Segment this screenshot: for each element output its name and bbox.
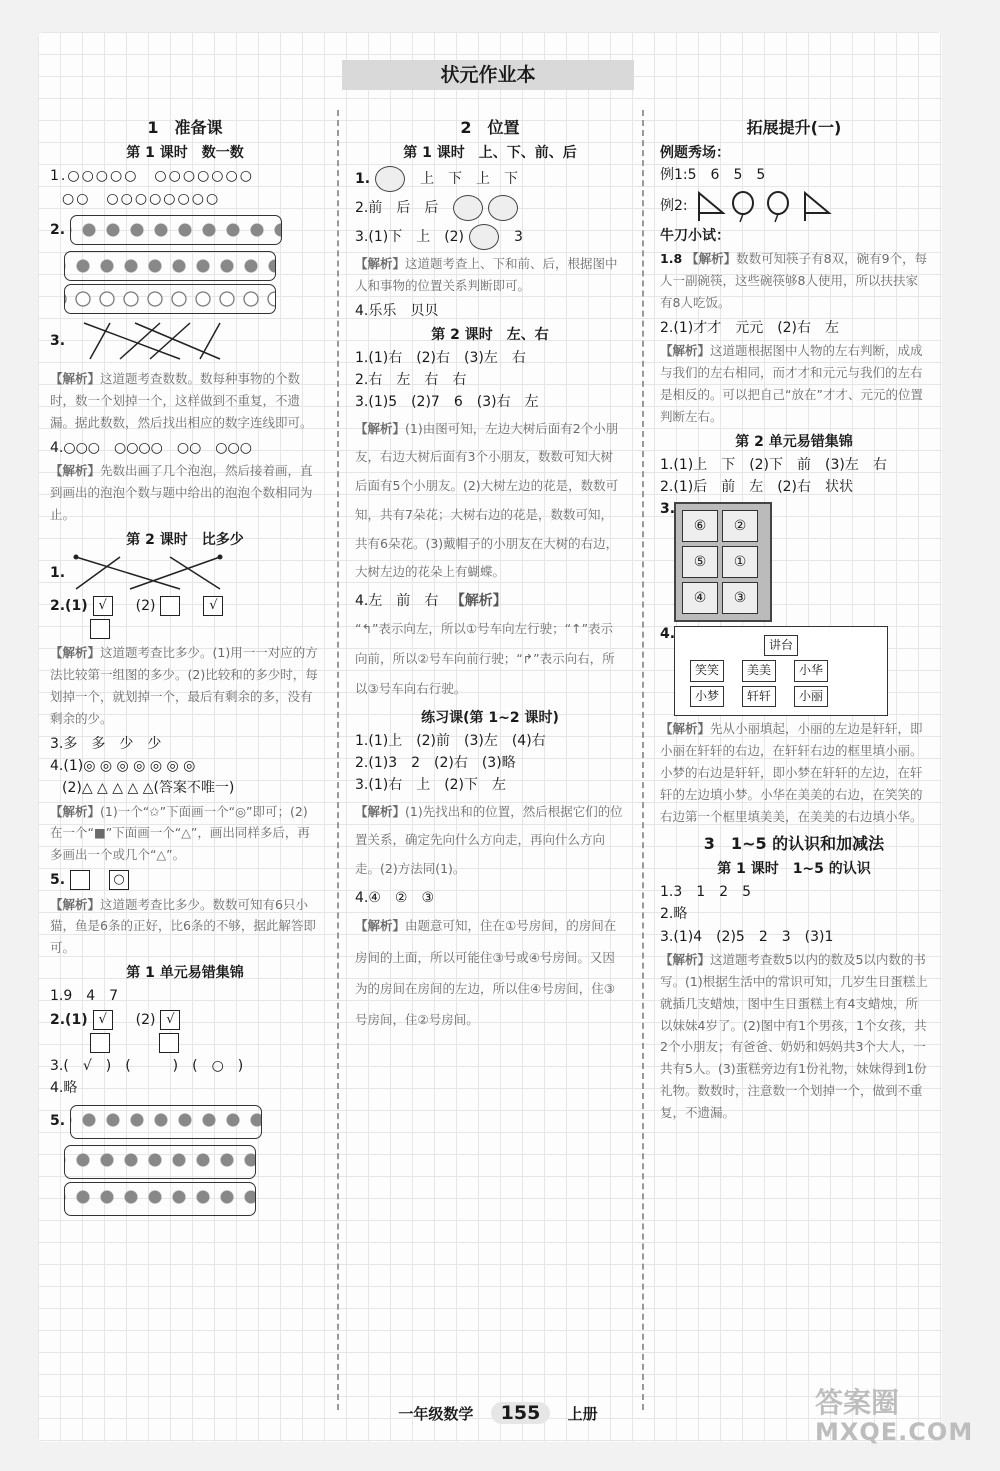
lesson-title: 第 2 课时 比多少 <box>126 531 244 548</box>
column-left <box>50 112 320 1219</box>
answer-line: 1.(1)上 下 (2)下 前 (3)左 右 <box>660 456 887 473</box>
explanation-tag: 【解析】 <box>660 951 711 967</box>
answer-line: 3.(1)5 (2)7 6 (3)右 左 <box>355 394 539 411</box>
column-divider <box>337 110 339 1410</box>
seat-label: 小丽 <box>794 686 828 707</box>
answer-text: 2.前 后 后 <box>355 200 439 217</box>
question-number: 4. <box>660 625 676 642</box>
answer-box <box>90 619 110 639</box>
explanation-text: (1)由图可知，左边大树后面有2个小朋友，右边大树后面有3个小朋友，数数可知大树后面有5个小朋友。(2)大树左边的花是，数数可知，共有7朵花；大树右边的花是，数数可知，共有6朵花。(3)戴帽子的小朋友在大树的右边，大树左边的花朵上有蝴蝶。 <box>355 420 619 580</box>
bird-strip <box>64 251 276 281</box>
answer-line: 例1:5 6 5 5 <box>660 167 766 184</box>
explanation-tag: 【解析】 <box>355 256 406 272</box>
podium-label: 讲台 <box>764 635 798 656</box>
cow-icon <box>375 166 405 192</box>
question-number: 1. <box>355 171 371 188</box>
unit-title: 1 准备课 <box>147 118 223 137</box>
answer-line: 2.右 左 右 右 <box>355 372 467 389</box>
explanation-text: “↰”表示向左，所以①号车向左行驶；“↑”表示向前，所以②号车向前行驶；“↱”表示向右，所以③号车向右行驶。 <box>355 620 615 696</box>
answer-line: 1.○○○○○ ○○○○○○○ <box>50 168 254 185</box>
answer-box <box>160 596 180 616</box>
answer-line: 4.○○○ ○○○○ ○○ ○○○ <box>50 439 252 456</box>
explanation <box>660 340 928 428</box>
page-number: 155 <box>491 1402 551 1424</box>
question-number: 3. <box>660 501 676 518</box>
explanation-text: 这道题根据图中人物的左右判断，成成与我们的左右相同，而才才和元元与我们的左右是相反的。可以把自己“放在”才才、元元的位置判断左右。 <box>660 343 923 424</box>
explanation <box>355 253 625 297</box>
explanation-tag: 【解析】 <box>355 803 406 819</box>
column-right <box>660 112 928 1128</box>
explanation-tag: 【解析】 <box>50 463 101 478</box>
answer-box <box>70 870 90 890</box>
question-number: 2. <box>50 221 66 238</box>
answer-text: 1.8 <box>660 251 683 267</box>
matching-lines-diagram <box>80 319 230 363</box>
answer-box: √ <box>160 1010 180 1030</box>
answer-line: 4.④ ② ③ <box>355 889 435 906</box>
answer-line: 3.多 多 少 少 <box>50 735 162 752</box>
number-grid <box>674 502 772 622</box>
lesson-title: 第 1 课时 数一数 <box>126 145 244 162</box>
explanation <box>355 614 625 704</box>
answer-line <box>50 553 320 593</box>
explanation-text: 这道题考查上、下和前、后，根据图中人和事物的位置关系判断即可。 <box>355 256 618 294</box>
answer-line: 2.(1)才才 元元 (2)右 左 <box>660 319 840 336</box>
answer-line <box>50 596 320 616</box>
lesson-title: 练习课(第 1~2 课时) <box>421 709 559 726</box>
question-number: 3. <box>50 332 66 349</box>
grid-cell: ① <box>722 546 758 578</box>
explanation-tag: 【解析】 <box>686 251 737 267</box>
seat-label: 小梦 <box>690 686 724 707</box>
explanation-text: 先数出画了几个泡泡，然后接着画，直到画出的泡泡个数与题中给出的泡泡个数相同为止。 <box>50 463 313 522</box>
answer-line <box>355 166 625 192</box>
column-middle <box>355 112 625 1039</box>
answer-text: 3 <box>514 229 523 246</box>
answer-line <box>50 212 320 248</box>
seat-label: 美美 <box>742 660 776 681</box>
explanation <box>50 368 320 434</box>
answer-line <box>355 591 625 611</box>
question-number: 2.(1) <box>50 1011 88 1028</box>
answer-line <box>50 1033 320 1053</box>
grid-cell: ⑤ <box>682 546 718 578</box>
section-title: 拓展提升(一) <box>746 118 842 137</box>
explanation <box>50 642 320 730</box>
logo-url: MXQE.COM <box>815 1417 974 1446</box>
explanation <box>660 718 928 827</box>
grid-cell: ⑥ <box>682 510 718 542</box>
explanation-tag: 【解析】 <box>50 896 101 912</box>
answer-line: 1.(1)右 (2)右 (3)左 右 <box>355 349 526 366</box>
answer-line: 2.(1)后 前 左 (2)右 状状 <box>660 479 854 496</box>
answer-line <box>50 317 320 365</box>
grid-cell: ④ <box>682 582 718 614</box>
explanation-tag: 【解析】 <box>355 918 406 934</box>
seat-label: 小华 <box>794 660 828 681</box>
answer-line: (2)△ △ △ △ △(答案不唯一) <box>62 780 235 797</box>
answer-line <box>50 1010 320 1030</box>
footer-grade: 一年级数学 <box>398 1405 474 1423</box>
answer-line <box>660 189 928 223</box>
explanation <box>50 894 320 960</box>
answer-line <box>50 870 320 890</box>
page-title: 状元作业本 <box>342 60 634 90</box>
answer-line: 2.(1)3 2 (2)右 (3)略 <box>355 755 516 772</box>
explanation-text: 由题意可知，住在①号房间，的房间在房间的上面，所以可能住③号或④号房间。又因为的房间在房间的左边，所以住④号房间，住③号房间，住②号房间。 <box>355 918 617 1027</box>
answer-box: √ <box>203 596 223 616</box>
answer-line <box>50 1102 320 1142</box>
fruit-strip <box>70 1105 262 1139</box>
column-divider <box>642 110 644 1410</box>
answer-line: 3.(1)4 (2)5 2 3 (3)1 <box>660 928 834 945</box>
answer-box <box>159 1033 179 1053</box>
answer-text: 上 下 上 下 <box>420 171 519 188</box>
explanation <box>50 801 320 867</box>
explanation-text: 这道题考查数5以内的数及5以内数的书写。(1)根据生活中的常识可知，几岁生日蛋糕上就插几支蜡烛，图中生日蛋糕上有4支蜡烛，所以妹妹4岁了。(2)图中有1个男孩，1个女孩，共2个小朋友；有爸爸、奶奶和妈妈共3个大人，一共有5人。(3)蛋糕旁边有1份礼物，妹妹得到1份礼物。数数时，注意数一个划掉一个，做到不重复，不遗漏。 <box>660 951 928 1121</box>
explanation-tag: 【解析】 <box>50 645 101 661</box>
explanation <box>355 910 625 1035</box>
lesson-title: 第 2 课时 左、右 <box>431 326 549 343</box>
pinecone-strip <box>70 215 282 245</box>
answer-line <box>355 195 625 221</box>
answer-line: 1.9 4 7 <box>50 988 119 1005</box>
girl-face-icon <box>453 195 483 221</box>
answer-box: ○ <box>109 870 129 890</box>
fruit-strip <box>64 1182 256 1216</box>
fruit-strip <box>64 1145 256 1179</box>
explanation-text: 这道题考查数数。数每种事物的个数时，数一个划掉一个，这样做到不重复，不遗漏。据此数数，然后找出相应的数字连线即可。 <box>50 371 313 430</box>
question-number: 5. <box>50 872 66 889</box>
shell-strip <box>64 284 276 314</box>
explanation-text: (1)一个“✩”下面画一个“◎”即可；(2)在一个“■”下面画一个“△”，画出同样多后，再多画出一个或几个“△”。 <box>50 803 310 863</box>
answer-line: 3.( √ ) ( ) ( ○ ) <box>50 1058 244 1075</box>
explanation-text: 数数可知筷子有8双，碗有9个，每人一副碗筷，这些碗筷够8人使用，所以扶扶家有8人吃饭。 <box>660 251 928 310</box>
seating-chart <box>674 626 888 716</box>
question-number: 1. <box>50 564 66 581</box>
explanation <box>50 460 320 526</box>
grid-cell: ② <box>722 510 758 542</box>
watermark-logo <box>815 1388 973 1445</box>
answer-box: √ <box>93 1010 113 1030</box>
flags-balloons-diagram <box>693 189 833 223</box>
answer-line: 4.略 <box>50 1080 78 1097</box>
answer-line: ○○ ○○○○○○○○ <box>62 190 221 207</box>
footer-volume: 上册 <box>567 1405 598 1423</box>
explanation <box>660 949 928 1124</box>
grid-cell: ③ <box>722 582 758 614</box>
answer-text: 4.左 前 右 <box>355 593 439 610</box>
answer-box <box>90 1033 110 1053</box>
answer-line: 3.(1)右 上 (2)下 左 <box>355 777 507 794</box>
lesson-title: 第 1 单元易错集锦 <box>126 965 244 982</box>
seat-label: 笑笑 <box>690 660 724 681</box>
answer-line: 4.乐乐 贝贝 <box>355 303 439 320</box>
explanation-tag: 【解析】 <box>660 721 711 737</box>
answer-line <box>50 619 320 639</box>
answer-box: √ <box>93 596 113 616</box>
answer-line <box>355 224 625 250</box>
explanation-text: 这道题考查比多少。数数可知有6只小猫，鱼是6条的正好，比6条的不够，据此解答即可。 <box>50 896 316 956</box>
explanation-tag: 【解析】 <box>50 803 101 819</box>
subquestion-label: (2) <box>135 597 156 614</box>
unit-title: 3 1~5 的认识和加减法 <box>703 833 885 853</box>
explanation-tag: 【解析】 <box>450 593 507 610</box>
logo-text: 答案圈 <box>815 1386 900 1419</box>
boy-face-icon <box>469 224 499 250</box>
matching-lines-diagram <box>70 553 230 593</box>
answer-text: 3.(1)下 上 (2) <box>355 229 465 246</box>
lesson-title: 第 1 课时 上、下、前、后 <box>403 145 577 162</box>
explanation <box>355 415 625 588</box>
page-footer <box>338 1402 658 1424</box>
label-text: 例题秀场： <box>660 145 730 162</box>
explanation-tag: 【解析】 <box>355 420 406 436</box>
explanation-text: 先从小丽填起，小丽的左边是轩轩，即小丽在轩轩的右边，在轩轩右边的框里填小丽。小梦的右边是轩轩，即小梦在轩轩的左边，在轩轩的左边填小梦。小华在美美的右边，在笑笑的右边第一个框里填美美，在美美的右边填小华。 <box>660 721 923 824</box>
explanation-text: 这道题考查比多少。(1)用一一对应的方法比较第一组图的多少。(2)比较和的多少时，每划掉一个，就划掉一个，最后有剩余的多，没有剩余的少。 <box>50 645 318 726</box>
answer-text: 例2: <box>660 197 688 214</box>
subquestion-label: (2) <box>135 1011 156 1028</box>
section-label <box>660 226 928 246</box>
lesson-title: 第 2 单元易错集锦 <box>735 433 853 450</box>
answer-line: 1.(1)上 (2)前 (3)左 (4)右 <box>355 732 546 749</box>
question-number: 5. <box>50 1113 66 1130</box>
explanation-tag: 【解析】 <box>50 371 101 387</box>
unit-title: 2 位置 <box>460 118 520 137</box>
seat-label: 轩轩 <box>742 686 776 707</box>
lesson-title: 第 1 课时 1~5 的认识 <box>717 860 871 877</box>
section-label <box>660 143 928 163</box>
question-number: 2.(1) <box>50 597 88 614</box>
label-text: 牛刀小试： <box>660 227 730 244</box>
explanation-text: (1)先找出和的位置，然后根据它们的位置关系，确定先向什么方向走，再向什么方向走。(2)方法同(1)。 <box>355 803 623 877</box>
explanation <box>355 798 625 884</box>
explanation <box>660 248 928 314</box>
boy-face-icon <box>488 195 518 221</box>
answer-line: 2.略 <box>660 906 688 923</box>
explanation-tag: 【解析】 <box>660 343 711 358</box>
answer-line: 4.(1)◎ ◎ ◎ ◎ ◎ ◎ ◎ <box>50 758 196 775</box>
answer-line: 1.3 1 2 5 <box>660 884 751 901</box>
